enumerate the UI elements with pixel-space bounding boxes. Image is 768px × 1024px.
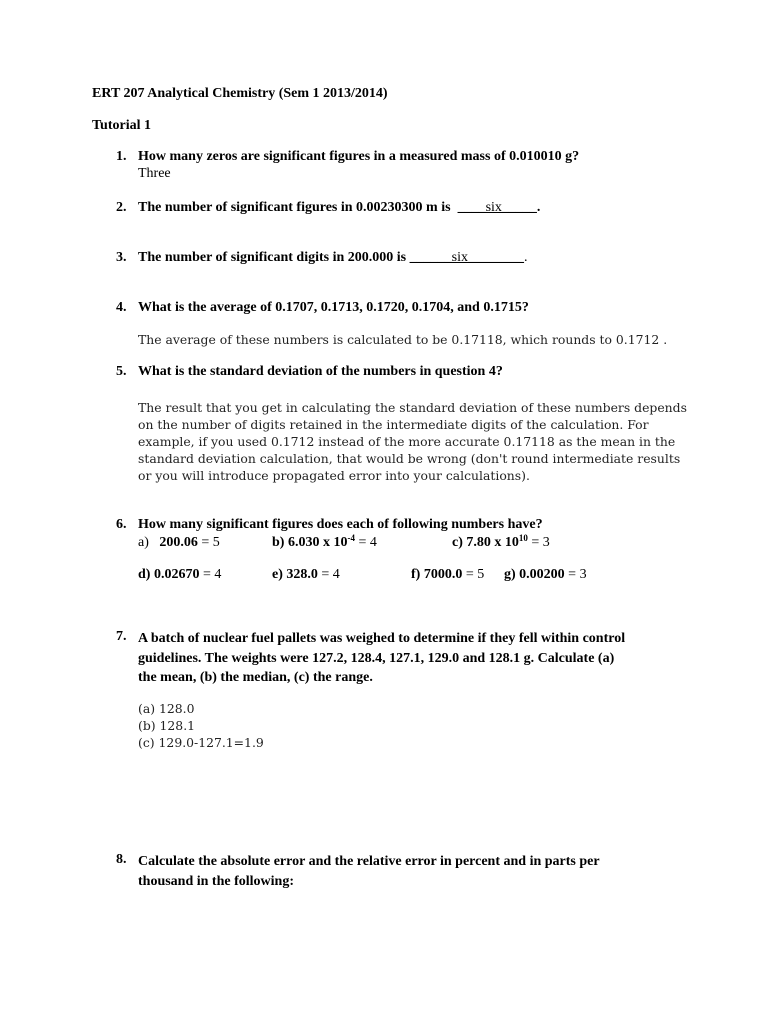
q7-text xyxy=(138,629,625,688)
q6-f-answer: = 5 xyxy=(462,567,485,582)
q5-number: 5. xyxy=(116,364,127,379)
tutorial-title: Tutorial 1 xyxy=(92,118,151,133)
q1-number: 1. xyxy=(116,149,127,164)
q4-text: What is the average of 0.1707, 0.1713, 0.1720, 0.1704, and 0.1715? xyxy=(138,300,529,315)
q5-answer-line: on the number of digits retained in the intermediate digits of the calculation. For xyxy=(138,417,649,432)
q6-a-label: a) xyxy=(138,535,149,550)
q6-e-label: e) 328.0 xyxy=(272,567,318,582)
q6-d-answer: = 4 xyxy=(199,567,222,582)
q6-item-e xyxy=(272,567,340,583)
q3-blank-answer: ______six________ xyxy=(409,250,524,265)
q2-blank-answer: ____six_____ xyxy=(457,200,537,215)
q6-item-b xyxy=(272,535,377,551)
q1-answer: Three xyxy=(138,166,171,181)
q2-line xyxy=(138,200,540,216)
q5-answer-line: example, if you used 0.1712 instead of the more accurate 0.17118 as the mean in the xyxy=(138,434,676,449)
q6-a-number: 200.06 xyxy=(159,535,198,550)
q6-text: How many significant figures does each of following numbers have? xyxy=(138,517,543,532)
q1-text: How many zeros are significant figures in a measured mass of 0.010010 g? xyxy=(138,149,580,164)
q6-b-label: b) 6.030 x 10 xyxy=(272,535,348,550)
q6-c-answer: = 3 xyxy=(527,535,550,550)
q6-g-label: g) 0.00200 xyxy=(504,567,565,582)
q2-text: The number of significant figures in 0.00230300 m is xyxy=(138,200,451,215)
course-title: ERT 207 Analytical Chemistry (Sem 1 2013/2014) xyxy=(92,86,388,101)
q6-c-label: c) 7.80 x 10 xyxy=(452,535,519,550)
q7-text-line: the mean, (b) the median, (c) the range. xyxy=(138,670,373,685)
q8-text-line: Calculate the absolute error and the relative error in percent and in parts per xyxy=(138,854,600,869)
q6-item-g xyxy=(504,567,587,583)
q5-answer-line: The result that you get in calculating the standard deviation of these numbers depends xyxy=(138,400,687,415)
q2-end: . xyxy=(536,200,541,215)
q6-number: 6. xyxy=(116,517,127,532)
q6-item-f xyxy=(411,567,484,583)
q6-b-exponent: -4 xyxy=(347,533,355,543)
q6-b-answer: = 4 xyxy=(354,535,377,550)
q3-text: The number of significant digits in 200.000 is xyxy=(138,250,407,265)
q7-text-line: A batch of nuclear fuel pallets was weighed to determine if they fell within control xyxy=(138,631,626,646)
q8-number: 8. xyxy=(116,852,127,867)
q8-text-line: thousand in the following: xyxy=(138,873,294,889)
q6-f-label: f) 7000.0 xyxy=(411,567,463,582)
q5-answer-line: or you will introduce propagated error into your calculations). xyxy=(138,468,530,483)
q3-number: 3. xyxy=(116,250,127,265)
q5-answer xyxy=(138,399,698,484)
q6-item-a xyxy=(138,535,220,551)
q7-answer-line: (c) 129.0-127.1=1.9 xyxy=(138,735,264,750)
q6-c-exponent: 10 xyxy=(518,533,528,543)
q6-g-answer: = 3 xyxy=(564,567,587,582)
q7-answer-line: (a) 128.0 xyxy=(138,701,195,716)
q7-text-line: guidelines. The weights were 127.2, 128.4, 127.1, 129.0 and 128.1 g. Calculate (a) xyxy=(138,650,615,666)
q6-d-label: d) 0.02670 xyxy=(138,567,200,582)
q4-answer: The average of these numbers is calculated to be 0.17118, which rounds to 0.1712 . xyxy=(138,332,668,347)
q6-item-d xyxy=(138,567,221,583)
q3-line xyxy=(138,250,527,266)
q3-end: . xyxy=(523,250,528,265)
q7-number: 7. xyxy=(116,629,127,644)
q5-text: What is the standard deviation of the numbers in question 4? xyxy=(138,364,503,379)
q4-number: 4. xyxy=(116,300,127,315)
q6-a-answer: = 5 xyxy=(197,535,220,550)
q6-e-answer: = 4 xyxy=(317,567,340,582)
q2-number: 2. xyxy=(116,200,127,215)
q5-answer-line: standard deviation calculation, that would be wrong (don't round intermediate results xyxy=(138,451,681,466)
q7-answer-line: (b) 128.1 xyxy=(138,718,196,733)
q8-text xyxy=(138,852,600,891)
q7-answers xyxy=(138,700,264,751)
q6-item-c xyxy=(452,535,550,551)
